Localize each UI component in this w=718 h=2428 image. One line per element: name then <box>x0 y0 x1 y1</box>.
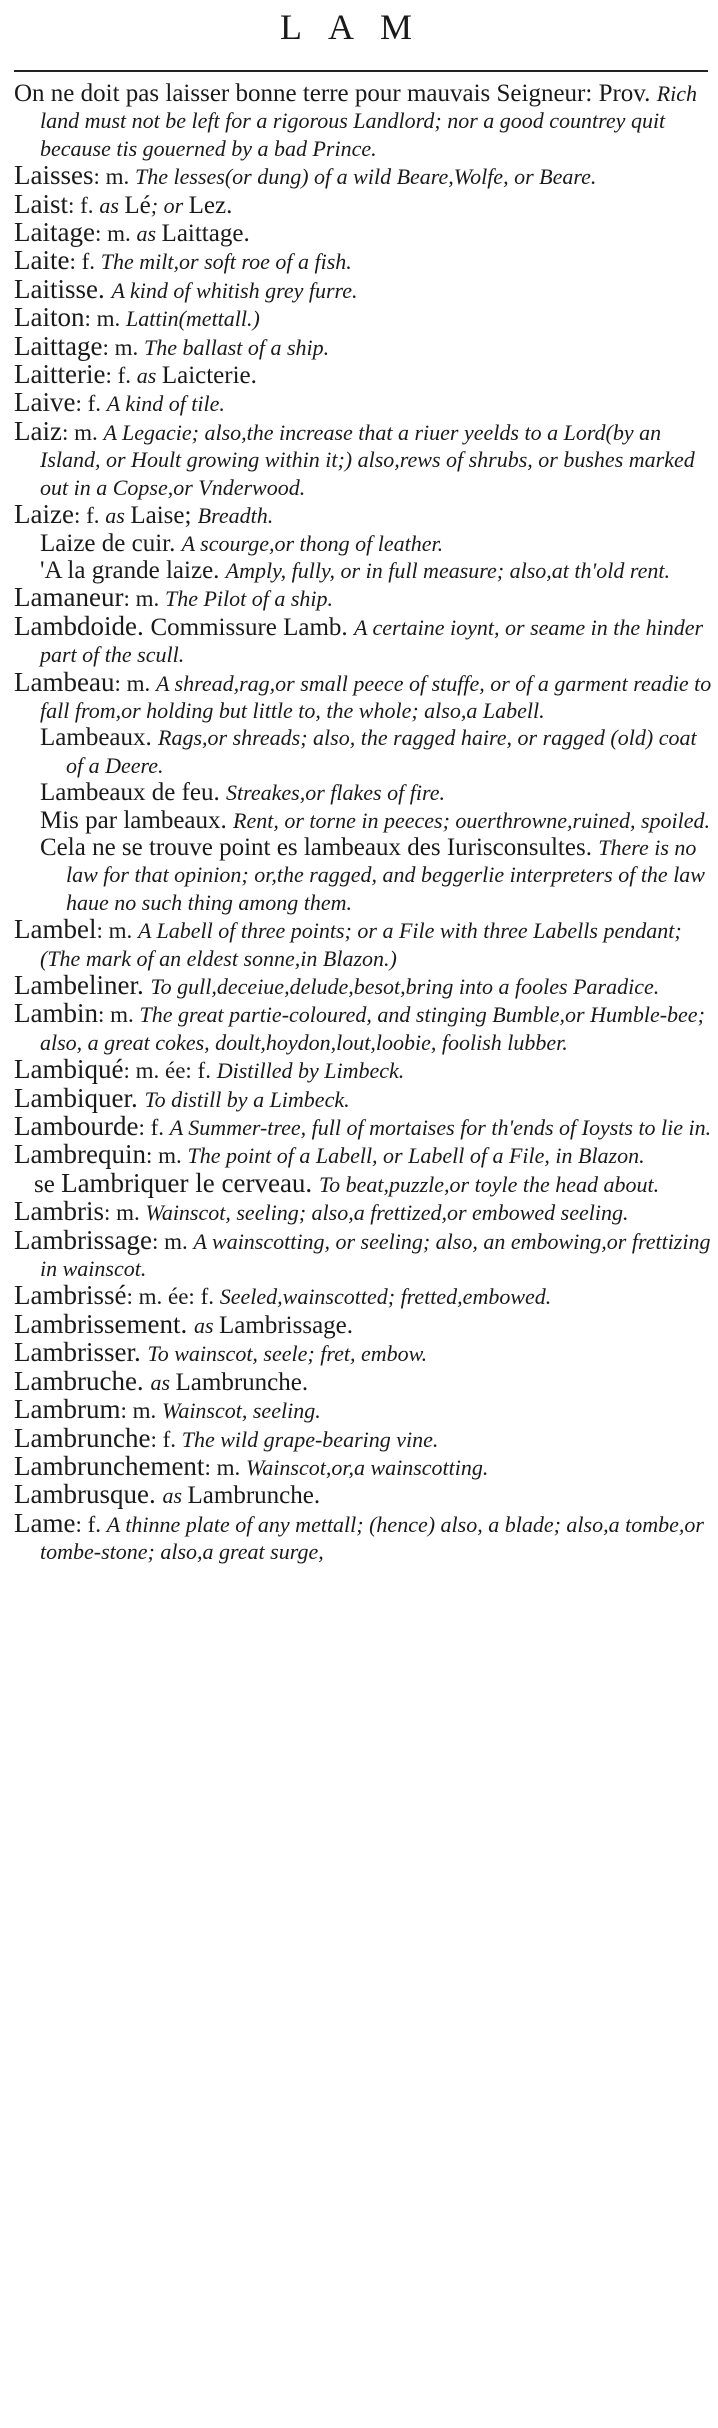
dictionary-entry <box>14 666 712 725</box>
english-gloss: To beat,puzzle,or toyle the head about. <box>318 1171 660 1197</box>
grammar-label: : m. ée: f. <box>126 1284 220 1310</box>
headword: Lambruche. <box>14 1365 151 1396</box>
dictionary-entry <box>14 1308 712 1339</box>
sub-entry <box>14 779 712 806</box>
dictionary-entry <box>14 1450 712 1481</box>
dictionary-entry <box>14 80 712 162</box>
english-gloss: Amply, fully, or in full measure; also,at th'old rent. <box>225 557 670 583</box>
french-phrase: Laize de cuir. <box>40 529 182 557</box>
dictionary-entry <box>14 1396 712 1424</box>
english-gloss: as <box>99 192 125 218</box>
english-gloss: The point of a Labell, or Labell of a File, in Blazon. <box>187 1143 645 1169</box>
english-gloss: The Pilot of a ship. <box>164 586 334 612</box>
dictionary-entry <box>14 1282 712 1310</box>
sub-entry <box>14 834 712 916</box>
headword: Lambdoide. <box>14 610 151 641</box>
running-head: LAM <box>280 7 438 47</box>
grammar-label: : m. <box>204 1454 246 1480</box>
french-phrase: Lé <box>124 191 151 219</box>
english-gloss: Rich land must not be left for a rigorous Landlord; nor a good countrey quit because tis gouerned by a bad Prince. <box>40 81 698 161</box>
english-gloss: To wainscot, seele; fret, embow. <box>147 1341 428 1367</box>
english-gloss: as <box>150 1369 176 1395</box>
dictionary-entry <box>14 1000 712 1056</box>
dictionary-entry <box>14 389 712 417</box>
headword: Laive <box>14 387 76 418</box>
grammar-label: : f. <box>75 391 107 417</box>
headword: Laitisse. <box>14 273 112 304</box>
grammar-label: : m. <box>93 164 136 190</box>
french-phrase: On ne doit pas laisser bonne terre pour mauvais Seigneur: Prov. <box>14 80 657 107</box>
english-gloss: Seeled,wainscotted; fretted,embowed. <box>219 1284 552 1310</box>
dictionary-entry <box>14 1507 712 1566</box>
grammar-label: : f. <box>69 249 101 275</box>
english-gloss: Wainscot, seeling. <box>162 1398 321 1424</box>
grammar-label: : m. <box>103 1200 146 1226</box>
headword: Laitterie <box>14 359 106 390</box>
headword: Lambeliner. <box>14 970 151 1000</box>
english-gloss: A Legacie; also,the increase that a riuer yeelds to a Lord(by an Island, or Hoult growing within it;) also,rews of shrubs, or bushes marked out in a Copse,or Vnderwood. <box>40 419 695 500</box>
english-gloss: A kind of whitish grey furre. <box>111 277 358 303</box>
grammar-label: : m. <box>114 670 156 696</box>
dictionary-entry <box>14 1082 712 1113</box>
english-gloss: as <box>162 1483 188 1509</box>
english-gloss: as <box>136 363 162 389</box>
english-gloss: A shread,rag,or small peece of stuffe, or of a garment readie to fall from,or holding but little to, the whole; also,a Labell. <box>40 670 712 723</box>
headword: Lambrisser. <box>14 1337 148 1368</box>
dictionary-entry <box>14 273 712 304</box>
french-phrase: Lambeaux de feu. <box>40 779 227 807</box>
dictionary-entry <box>14 247 712 275</box>
headword: Laitage <box>14 217 95 248</box>
french-phrase: Lambrissage. <box>219 1311 354 1339</box>
grammar-label: : f. <box>138 1115 170 1141</box>
english-gloss: as <box>105 503 131 529</box>
headword: Lame <box>14 1507 76 1538</box>
headword: Laiz <box>14 415 62 446</box>
grammar-label: : m. <box>97 1002 140 1028</box>
french-phrase: 'A la grande laize. <box>40 556 226 584</box>
dictionary-entry <box>14 1224 712 1283</box>
dictionary-entry <box>14 330 712 361</box>
dictionary-entry <box>14 361 712 389</box>
sub-entry <box>14 807 712 834</box>
english-gloss: There is no law for that opinion; or,the ragged, and beggerlie interpreters of the law haue no such thing among them. <box>66 834 705 915</box>
english-gloss: A scourge,or thong of leather. <box>181 530 444 556</box>
dictionary-entry <box>14 188 712 219</box>
header-rule <box>14 70 708 72</box>
french-phrase: Lez. <box>188 191 233 219</box>
grammar-label: : f. <box>68 192 100 218</box>
english-gloss: To gull,deceiue,delude,besot,bring into a fooles Paradice. <box>150 974 660 999</box>
sub-entry <box>14 724 712 779</box>
dictionary-entry <box>14 1481 712 1509</box>
headword: Laize <box>14 499 74 530</box>
english-gloss: Distilled by Limbeck. <box>216 1058 405 1084</box>
dictionary-entry <box>14 1365 712 1396</box>
grammar-label: : m. <box>145 1143 188 1169</box>
headword: Lambrum <box>14 1394 121 1425</box>
english-gloss: A thinne plate of any mettall; (hence) also, a blade; also,a tombe,or tombe-stone; also,a great surge, <box>40 1511 704 1565</box>
english-gloss: To distill by a Limbeck. <box>144 1086 350 1112</box>
headword: Lambrissement. <box>14 1308 194 1339</box>
headword: Lambeau <box>14 666 115 697</box>
grammar-label: : m. <box>84 306 127 332</box>
english-gloss: The wild grape-bearing vine. <box>181 1426 439 1452</box>
headword: Lambin <box>14 998 98 1029</box>
grammar-label: : m. <box>102 334 144 360</box>
french-phrase: Cela ne se trouve point es lambeaux des Iurisconsultes. <box>40 833 599 861</box>
english-gloss: A Summer-tree, full of mortaises for th'ends of Ioysts to lie in. <box>169 1115 712 1141</box>
english-gloss: A kind of tile. <box>106 391 225 417</box>
grammar-label: : f. <box>73 503 106 529</box>
grammar-label: : m. <box>123 586 165 612</box>
dictionary-entry <box>14 916 712 972</box>
dictionary-entry <box>14 1198 712 1226</box>
dictionary-entry <box>14 415 712 501</box>
english-gloss: as <box>136 221 162 247</box>
grammar-label: : f. <box>105 363 137 389</box>
english-gloss: The ballast of a ship. <box>143 334 330 360</box>
french-phrase: Lambrunche. <box>187 1482 321 1510</box>
english-gloss: The great partie-coloured, and stinging Bumble,or Humble-bee; also, a great cokes, doult,hoydon,lout,loobie, foolish lubber. <box>40 1002 705 1055</box>
english-gloss: The lesses(or dung) of a wild Beare,Wolfe, or Beare. <box>135 164 597 190</box>
english-gloss: Wainscot,or,a wainscotting. <box>245 1454 489 1480</box>
grammar-label: : m. ée: f. <box>123 1058 217 1084</box>
headword: Lambel <box>14 914 97 945</box>
french-phrase: Laittage. <box>161 220 250 248</box>
headword: Laist <box>14 188 68 219</box>
headword: Lambrissé <box>14 1280 127 1311</box>
dictionary-entry <box>14 1422 712 1453</box>
dictionary-entry <box>14 972 712 1000</box>
entry-list <box>14 80 712 1566</box>
french-phrase: Laicterie. <box>161 362 257 390</box>
grammar-label: : f. <box>150 1426 182 1452</box>
grammar-label: : m. <box>96 918 138 944</box>
grammar-label: : m. <box>94 221 137 247</box>
headword: Lambiquer. <box>14 1082 145 1113</box>
english-gloss: Rags,or shreads; also, the ragged haire, or ragged (old) coat of a Deere. <box>66 725 697 778</box>
headword: Lambrissage <box>14 1224 152 1255</box>
english-gloss: Breadth. <box>197 503 274 529</box>
dictionary-entry <box>14 219 712 247</box>
headword: Lambriquer le cerveau. <box>61 1167 319 1198</box>
headword: Lambrusque. <box>14 1479 163 1510</box>
headword: Lambrunche <box>14 1422 151 1453</box>
english-gloss: Wainscot, seeling; also,a frettized,or embowed seeling. <box>145 1200 629 1226</box>
headword: Lamaneur <box>14 582 124 613</box>
dictionary-entry <box>14 1167 712 1198</box>
headword: Laiton <box>14 302 85 333</box>
headword: Laittage <box>14 330 103 361</box>
headword: Lambiqué <box>14 1054 124 1085</box>
grammar-label: : m. <box>120 1398 163 1424</box>
french-phrase: Laise; <box>130 502 198 530</box>
sub-entry <box>14 530 712 557</box>
grammar-label: : f. <box>75 1511 107 1537</box>
english-gloss: A certaine ioynt, or seame in the hinder part of the scull. <box>40 614 704 668</box>
dictionary-entry <box>14 1056 712 1084</box>
sub-entry <box>14 557 712 584</box>
english-gloss: Streakes,or flakes of fire. <box>226 780 445 806</box>
dictionary-entry <box>14 162 712 190</box>
dictionary-entry <box>14 610 712 669</box>
dictionary-entry <box>14 584 712 612</box>
grammar-label: : m. <box>151 1228 194 1254</box>
english-gloss: A Labell of three points; or a File with three Labells pendant; (The mark of an eldest sonne,in Blazon.) <box>40 918 682 971</box>
english-gloss: A wainscotting, or seeling; also, an embowing,or frettizing in wainscot. <box>40 1228 711 1282</box>
dictionary-entry <box>14 304 712 332</box>
english-gloss: Rent, or torne in peeces; ouerthrowne,ruined, spoiled. <box>233 807 711 833</box>
dictionary-entry <box>14 1339 712 1367</box>
grammar-label: : m. <box>61 419 104 445</box>
dictionary-entry <box>14 501 712 529</box>
french-phrase: Mis par lambeaux. <box>40 806 234 834</box>
french-phrase: se <box>34 1170 62 1198</box>
headword: Laisses <box>14 160 94 191</box>
english-gloss: ; or <box>150 192 189 218</box>
english-gloss: Lattin(mettall.) <box>126 306 260 332</box>
headword: Laite <box>14 245 70 276</box>
dictionary-entry <box>14 1113 712 1141</box>
french-phrase: Lambeaux. <box>40 724 159 752</box>
english-gloss: The milt,or soft roe of a fish. <box>100 249 352 275</box>
dictionary-entry <box>14 1141 712 1169</box>
headword: Lambourde <box>14 1111 139 1142</box>
french-phrase: Lambrunche. <box>175 1368 309 1396</box>
headword: Lambris <box>14 1196 104 1227</box>
english-gloss: as <box>193 1312 220 1338</box>
french-phrase: Commissure Lamb. <box>150 613 354 641</box>
headword: Lambrequin <box>14 1139 146 1170</box>
headword: Lambrunchement <box>14 1450 205 1481</box>
